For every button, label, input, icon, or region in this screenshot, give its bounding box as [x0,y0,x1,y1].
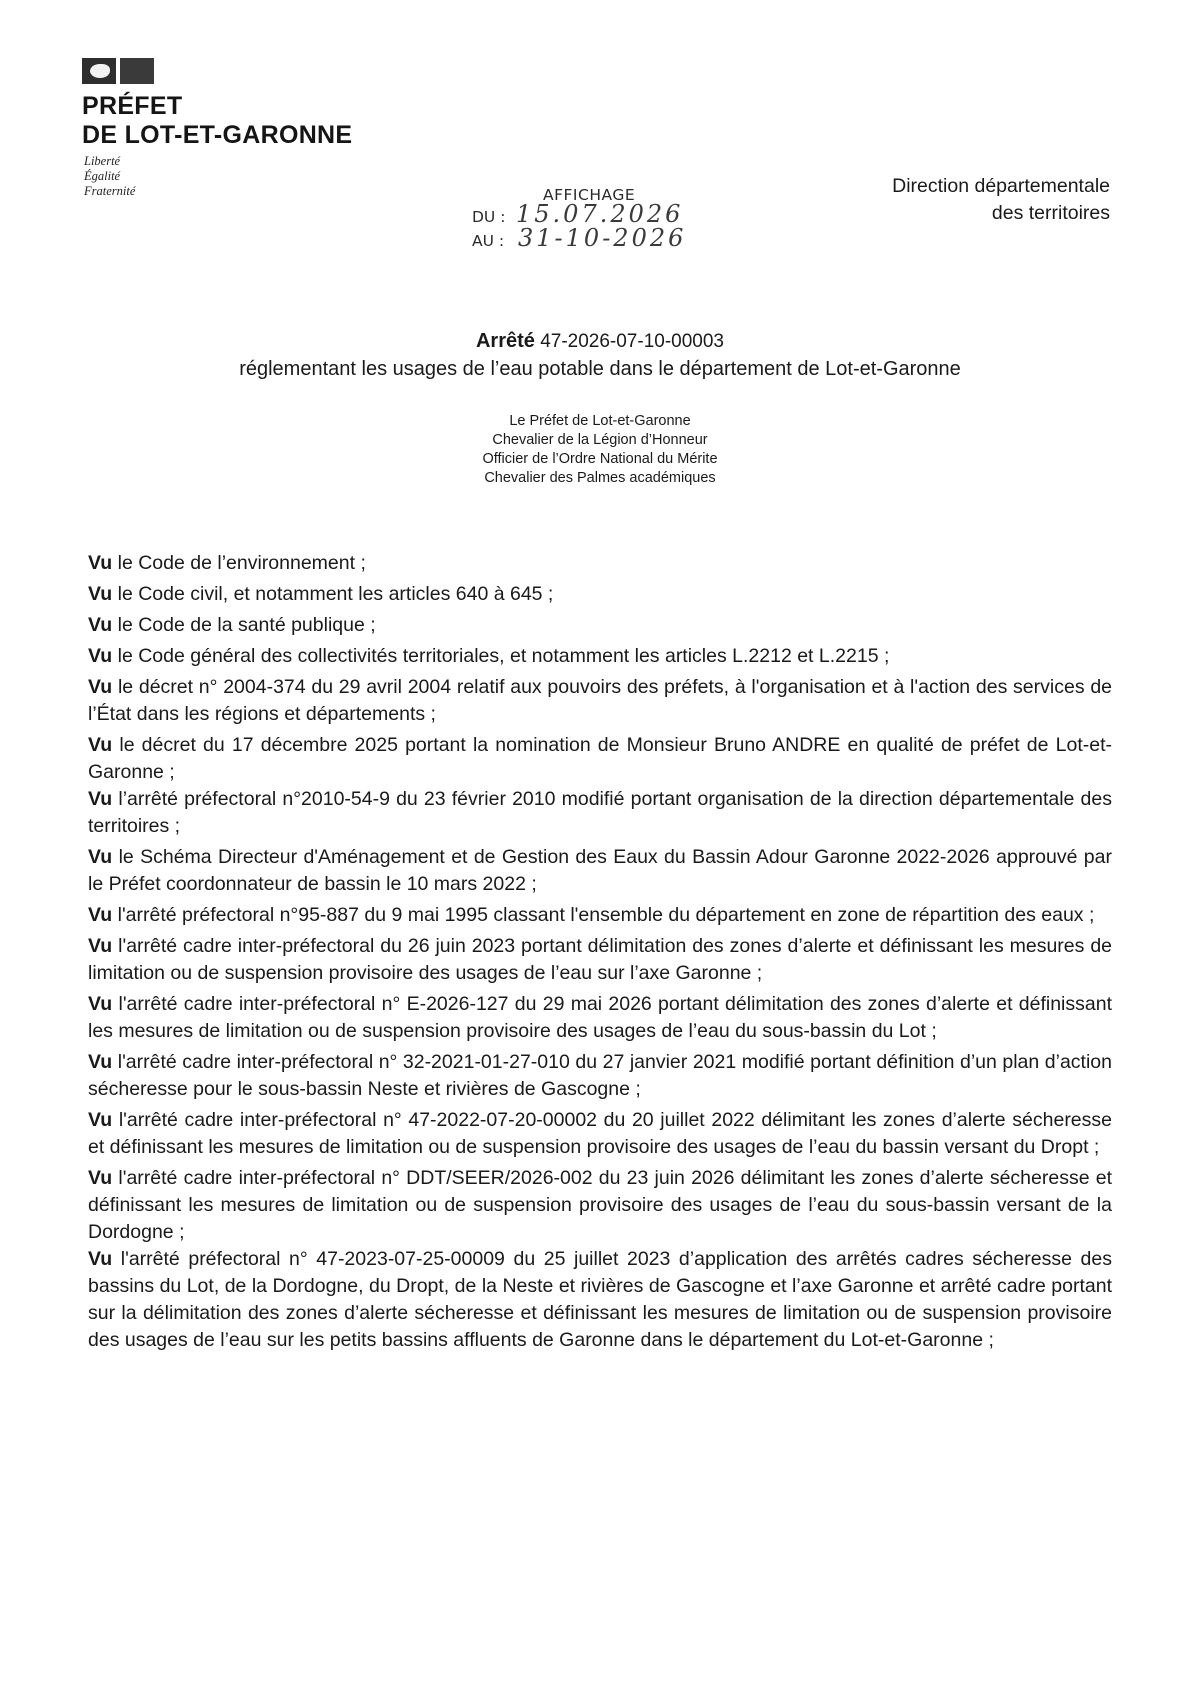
prefecture-title [82,92,352,150]
marianne-logo-icon [82,58,154,88]
visa-item [88,933,1112,987]
visa-item [88,844,1112,898]
visa-item [88,1049,1112,1103]
republic-motto [84,154,135,199]
visa-prefix: Vu [88,1248,113,1270]
visa-text: l'arrêté préfectoral n°95-887 du 9 mai 1995 classant l'ensemble du département en zone de répartition des eaux ; [117,904,1095,926]
posting-from-label: DU : [472,208,506,226]
visa-item [88,612,1112,639]
visa-prefix: Vu [88,993,113,1015]
motto-liberte: Liberté [84,154,121,168]
visas-list [88,550,1112,1354]
visa-item [88,786,1112,840]
visa-text: l'arrêté cadre inter-préfectoral n° 32-2021-01-27-010 du 27 janvier 2021 modifié portant définition d’un plan d’action sécheresse pour le sous-bassin Neste et rivières de Gascogne ; [88,1051,1112,1100]
posting-stamp-title: AFFICHAGE [543,186,636,204]
prefect-line: Le Préfet de Lot-et-Garonne [509,413,691,429]
visa-item [88,581,1112,608]
visa-prefix: Vu [88,788,113,810]
visa-text: l'arrêté cadre inter-préfectoral n° 47-2022-07-20-00002 du 20 juillet 2022 délimitant les zones d’alerte sécheresse et définissant les mesures de limitation ou de suspension provisoire des usages de l’eau du bassin versant du Dropt ; [88,1109,1113,1158]
motto-fraternite: Fraternité [84,184,136,198]
visa-item [88,674,1112,728]
issuing-service [892,173,1110,227]
posting-stamp [460,186,760,266]
visa-prefix: Vu [88,645,113,667]
visa-prefix: Vu [88,1051,113,1073]
visa-text: l'arrêté cadre inter-préfectoral du 26 juin 2023 portant délimitation des zones d’alerte et définissant les mesures de limitation ou de suspension provisoire des usages de l’eau sur l’axe Garonne ; [88,935,1113,984]
visa-text: le décret du 17 décembre 2025 portant la nomination de Monsieur Bruno ANDRE en qualité de préfet de Lot-et-Garonne ; [88,734,1112,783]
prefect-line: Chevalier des Palmes académiques [484,470,716,486]
visa-prefix: Vu [88,846,113,868]
visa-prefix: Vu [88,734,113,756]
visa-prefix: Vu [88,1167,113,1189]
visa-text: l’arrêté préfectoral n°2010-54-9 du 23 février 2010 modifié portant organisation de la direction départementale des territoires ; [88,788,1112,837]
visa-text: le Code de l’environnement ; [117,552,366,574]
motto-egalite: Égalité [84,169,121,183]
visa-text: le Code civil, et notamment les articles 640 à 645 ; [117,583,554,605]
visa-text: l'arrêté cadre inter-préfectoral n° E-2026-127 du 29 mai 2026 portant délimitation des zones d’alerte et définissant les mesures de limitation ou de suspension provisoire des usages de l’eau du sous-bassin du Lot ; [88,993,1112,1042]
posting-to-label: AU : [472,232,505,250]
visa-text: le Code général des collectivités territoriales, et notamment les articles L.2212 et L.2215 ; [117,645,890,667]
visa-prefix: Vu [88,1109,113,1131]
visa-text: l'arrêté préfectoral n° 47-2023-07-25-00009 du 25 juillet 2023 d’application des arrêtés cadres sécheresse des bassins du Lot, de la Dordogne, du Dropt, de la Neste et rivières de Gascogne et l’axe Garonne et arrêté cadre portant sur la délimitation des zones d’alerte sécheresse et définissant les mesures de limitation ou de suspension provisoire des usages de l’eau sur les petits bassins affluents de Garonne dans le département du Lot-et-Garonne ; [88,1248,1112,1351]
prefecture-title-line1: PRÉFET [82,92,183,120]
arrete-keyword: Arrêté [475,330,535,352]
visa-prefix: Vu [88,552,113,574]
visa-text: le décret n° 2004-374 du 29 avril 2004 relatif aux pouvoirs des préfets, à l'organisation et à l'action des services de l’État dans les régions et départements ; [88,676,1113,725]
service-line2: des territoires [991,202,1110,224]
prefect-line: Chevalier de la Légion d’Honneur [492,432,708,448]
visa-prefix: Vu [88,935,113,957]
visa-text: le Code de la santé publique ; [117,614,376,636]
visa-prefix: Vu [88,904,113,926]
visa-prefix: Vu [88,583,113,605]
arrete-subject: réglementant les usages de l’eau potable dans le département de Lot-et-Garonne [239,358,961,380]
service-line1: Direction départementale [892,175,1110,197]
visa-prefix: Vu [88,676,113,698]
arrete-number: 47-2026-07-10-00003 [540,331,724,352]
visa-text: le Schéma Directeur d'Aménagement et de Gestion des Eaux du Bassin Adour Garonne 2022-2026 approuvé par le Préfet coordonnateur de bassin le 10 mars 2022 ; [88,846,1112,895]
visa-text: l'arrêté cadre inter-préfectoral n° DDT/SEER/2026-002 du 23 juin 2026 délimitant les zones d’alerte sécheresse et définissant les mesures de limitation ou de suspension provisoire des usages de l’eau du sous-bassin versant de la Dordogne ; [88,1167,1112,1243]
visa-prefix: Vu [88,614,113,636]
visa-item [88,643,1112,670]
visa-item [88,1165,1112,1246]
visa-item [88,732,1112,786]
visa-item [88,902,1112,929]
visa-item [88,1107,1112,1161]
visa-item [88,1246,1112,1354]
prefecture-title-line2: DE LOT-ET-GARONNE [82,121,353,149]
visa-item [88,550,1112,577]
prefect-titles [0,412,1200,488]
posting-to-date: 31-10-2026 [518,224,687,252]
prefect-line: Officier de l’Ordre National du Mérite [482,451,718,467]
visa-item [88,991,1112,1045]
arrete-title [0,330,1200,353]
posting-from-date: 15.07.2026 [516,200,684,228]
